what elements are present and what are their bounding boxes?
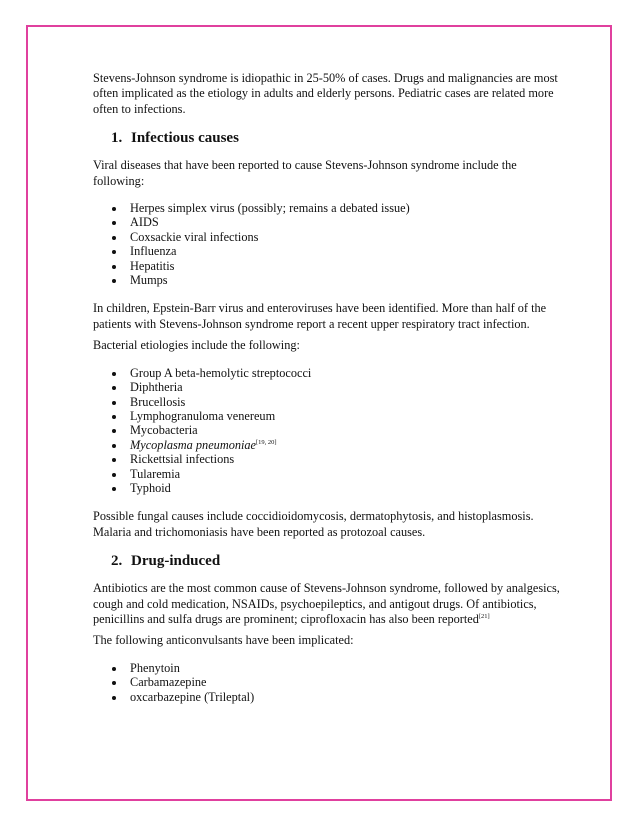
list-item: Group A beta-hemolytic streptococci — [111, 366, 563, 380]
list-item: Rickettsial infections — [111, 452, 563, 466]
viral-intro: Viral diseases that have been reported to cause Stevens-Johnson syndrome include the following: — [93, 158, 517, 188]
list-item-mycoplasma — [111, 438, 563, 452]
list-item: Brucellosis — [111, 395, 563, 409]
children-paragraph: In children, Epstein-Barr virus and enteroviruses have been identified. More than half of the patients with Stevens-Johnson syndrome report a recent upper respiratory tract infection. — [93, 301, 547, 331]
list-item: Lymphogranuloma venereum — [111, 409, 563, 423]
section-2-number: 2. — [111, 553, 123, 570]
list-item: Mumps — [111, 273, 563, 287]
list-item: Coxsackie viral infections — [111, 230, 563, 244]
list-item: oxcarbazepine (Trileptal) — [111, 690, 563, 704]
bacterial-list — [93, 366, 563, 496]
list-item: Phenytoin — [111, 661, 563, 675]
section-1-title: Infectious causes — [131, 130, 239, 147]
list-item: Mycobacteria — [111, 423, 563, 437]
list-item: AIDS — [111, 215, 563, 229]
section-2-heading — [111, 552, 563, 570]
reference-21[interactable]: [21] — [478, 612, 490, 620]
list-item: Influenza — [111, 244, 563, 258]
viral-list — [93, 201, 563, 287]
list-item: Diphtheria — [111, 380, 563, 394]
list-item: Hepatitis — [111, 259, 563, 273]
section-1-heading — [111, 129, 563, 147]
section-1-number: 1. — [111, 130, 123, 147]
list-item: Tularemia — [111, 467, 563, 481]
mycoplasma-link[interactable]: Mycoplasma pneumoniae — [130, 437, 257, 452]
antibiotics-text: Antibiotics are the most common cause of Stevens-Johnson syndrome, followed by analgesics, cough and cold medication, NSAIDs, psychoepileptics, and antigout drugs. Of antibiotics, penicillins and sulfa drugs are prominent; ciprofloxacin has also been reported — [93, 581, 560, 626]
bacterial-intro: Bacterial etiologies include the following: — [93, 338, 300, 353]
reference-19-20[interactable]: [19, 20] — [256, 438, 277, 446]
intro-paragraph: Stevens-Johnson syndrome is idiopathic in 25-50% of cases. Drugs and malignancies are most often implicated as the etiology in adults and elderly persons. Pediatric cases are related more often to infections. — [93, 71, 558, 116]
fungal-paragraph: Possible fungal causes include coccidioidomycosis, dermatophytosis, and histoplasmosis. Malaria and trichomoniasis have been reported as protozoal causes. — [93, 509, 534, 539]
list-item: Herpes simplex virus (possibly; remains a debated issue) — [111, 201, 563, 215]
list-item: Typhoid — [111, 481, 563, 495]
anticonvulsant-list — [93, 661, 563, 704]
section-2-title: Drug-induced — [131, 553, 221, 570]
antibiotics-paragraph — [93, 581, 563, 627]
anticonvulsants-intro: The following anticonvulsants have been implicated: — [93, 633, 354, 648]
list-item: Carbamazepine — [111, 675, 563, 689]
document-body — [93, 71, 563, 704]
